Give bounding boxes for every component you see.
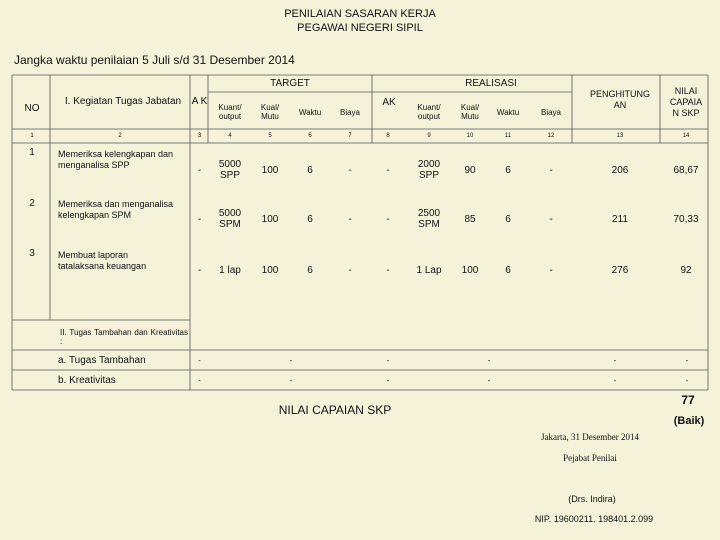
target-kuant: 5000 SPM [218, 208, 242, 230]
col-number-3: 3 [197, 133, 202, 139]
penghitungan-value: - [613, 355, 617, 365]
target-kual: 100 [261, 213, 279, 225]
assessment-period: Jangka waktu penilaian 5 Juli s/d 31 Desember 2014 [14, 53, 295, 67]
realisasi-value: - [487, 375, 491, 385]
realisasi-ak: - [386, 355, 390, 365]
target-kual: 100 [261, 164, 279, 176]
target-ak: - [197, 164, 202, 176]
row-number: 2 [29, 198, 35, 209]
realisasi-biaya-header: Biaya [540, 107, 561, 117]
col-number-9: 9 [427, 133, 431, 139]
title-line-2: PEGAWAI NEGERI SIPIL [297, 22, 423, 34]
col-number-8: 8 [386, 133, 390, 139]
target-waktu: 6 [307, 164, 313, 176]
realisasi-ak: - [386, 213, 390, 225]
realisasi-waktu: 6 [505, 164, 511, 176]
nilai-value: 92 [680, 264, 692, 276]
realisasi-waktu: 6 [505, 213, 511, 225]
signature-role: Pejabat Penilai [563, 452, 617, 463]
penghitungan-value: 276 [611, 264, 629, 276]
col-number-10: 10 [466, 133, 474, 139]
kegiatan-header: I. Kegiatan Tugas Jabatan [64, 95, 182, 107]
tugas-tambahan-label: a. Tugas Tambahan [58, 354, 146, 366]
realisasi-kuant: 2000 SPP [417, 159, 441, 181]
realisasi-biaya: - [549, 264, 553, 276]
realisasi-waktu: 6 [505, 264, 511, 276]
col-number-7: 7 [348, 133, 352, 139]
ak-header-target: A K [191, 95, 208, 107]
realisasi-value: - [487, 355, 491, 365]
realisasi-ak: - [386, 264, 390, 276]
nilai-value: - [685, 375, 689, 385]
target-waktu: 6 [307, 264, 313, 276]
realisasi-kuant: 2500 SPM [417, 208, 441, 230]
nilai-value: - [685, 355, 689, 365]
realisasi-biaya: - [549, 164, 553, 176]
target-header: TARGET [270, 78, 310, 89]
target-kuant-header: Kuant/ output [218, 103, 242, 121]
target-value: - [289, 375, 293, 385]
realisasi-kual: 85 [464, 213, 476, 225]
realisasi-biaya: - [549, 213, 553, 225]
title-line-1: PENILAIAN SASARAN KERJA [284, 8, 436, 20]
col-number-11: 11 [504, 133, 512, 139]
kreativitas-label: b. Kreativitas [58, 374, 116, 386]
target-ak: - [197, 264, 202, 276]
col-number-5: 5 [268, 133, 272, 139]
target-kual: 100 [261, 264, 279, 276]
col-number-6: 6 [308, 133, 312, 139]
nilai-capaian-skp-label: NILAI CAPAIAN SKP [278, 402, 392, 417]
target-ak: - [197, 213, 202, 225]
penghitungan-header: PENGHITUNG AN [590, 89, 651, 110]
no-header: NO [24, 102, 40, 114]
realisasi-header: REALISASI [465, 78, 517, 89]
realisasi-kual-header: Kual/ Mutu [460, 103, 480, 121]
col-number-12: 12 [547, 133, 555, 139]
target-value: - [289, 355, 293, 365]
target-kuant: 1 lap [219, 264, 241, 276]
penghitungan-value: 211 [612, 213, 628, 225]
realisasi-kual: 100 [461, 264, 479, 276]
section-2-heading: II. Tugas Tambahan dan Kreativitas : [60, 328, 188, 346]
realisasi-kuant: 1 Lap [416, 264, 442, 276]
nilai-value: 70,33 [673, 213, 699, 225]
final-score: 77 [681, 392, 695, 407]
realisasi-ak: - [386, 375, 390, 385]
ak-header-realisasi: AK [382, 96, 396, 108]
col-number-13: 13 [616, 133, 624, 139]
col-number-4: 4 [228, 133, 232, 139]
row-number: 1 [29, 147, 35, 158]
target-kuant: 5000 SPP [218, 159, 242, 181]
realisasi-waktu-header: Waktu [496, 107, 520, 117]
kegiatan-text: Memeriksa kelengkapan dan menganalisa SPP [58, 149, 174, 170]
row-number: 3 [29, 248, 35, 259]
signature-place-date: Jakarta, 31 Desember 2014 [541, 431, 639, 442]
signer-nip: NIP. 19600211. 198401.2.099 [534, 513, 654, 524]
final-rating: (Baik) [673, 414, 705, 427]
target-biaya: - [348, 213, 352, 225]
target-waktu: 6 [307, 213, 313, 225]
col-number-1: 1 [30, 133, 34, 139]
penghitungan-value: - [613, 375, 617, 385]
target-kual-header: Kual/ Mutu [260, 103, 280, 121]
kegiatan-text: Membuat laporan tatalaksana keuangan [58, 250, 147, 271]
col-number-14: 14 [682, 133, 690, 139]
realisasi-ak: - [386, 164, 390, 176]
realisasi-kuant-header: Kuant/ output [417, 103, 441, 121]
nilai-capaian-header: NILAI CAPAIA N SKP [669, 85, 703, 118]
target-biaya: - [348, 164, 352, 176]
col-number-2: 2 [118, 133, 122, 139]
target-biaya-header: Biaya [339, 107, 360, 117]
target-ak: - [198, 355, 201, 365]
kegiatan-text: Memeriksa dan menganalisa kelengkapan SPM [58, 199, 174, 220]
penghitungan-value: 206 [611, 164, 629, 176]
target-ak: - [198, 375, 201, 385]
signer-name: (Drs. Indira) [568, 493, 616, 504]
target-waktu-header: Waktu [298, 107, 322, 117]
target-biaya: - [348, 264, 352, 276]
realisasi-kual: 90 [464, 164, 476, 176]
nilai-value: 68,67 [673, 164, 699, 176]
